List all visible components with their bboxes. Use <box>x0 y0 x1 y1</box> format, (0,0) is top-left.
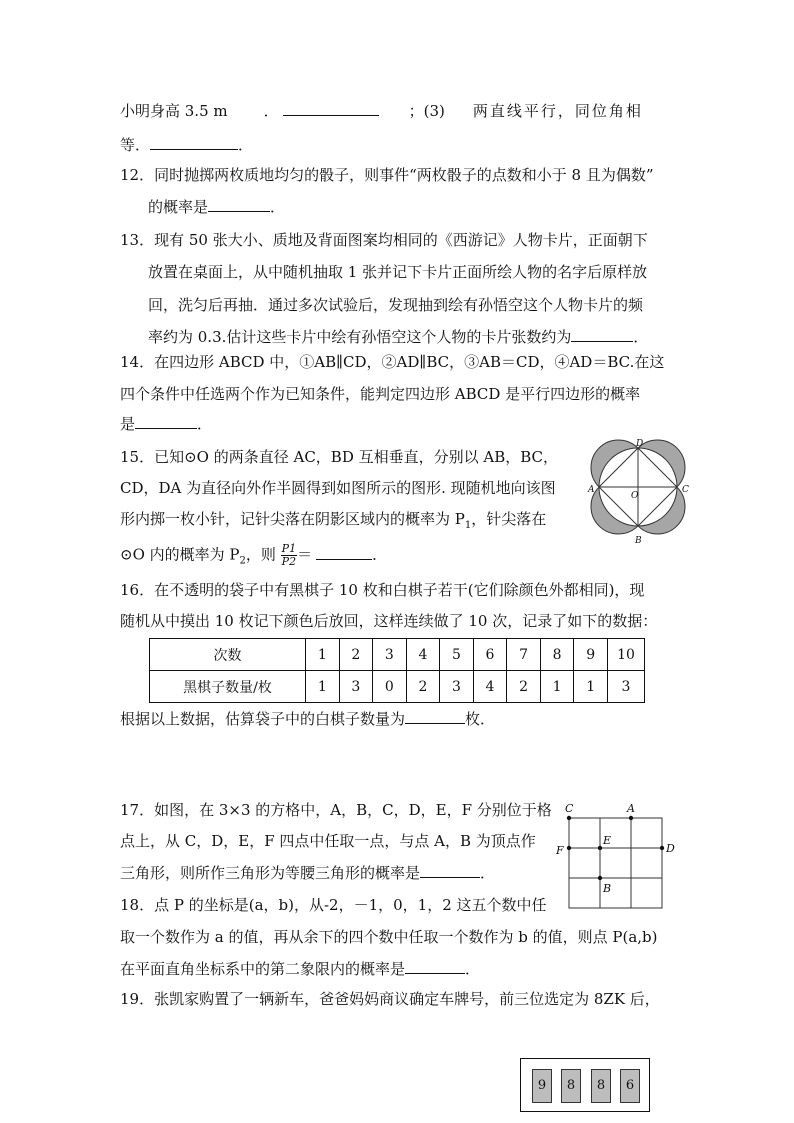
label-a: A <box>627 802 635 815</box>
table-cell: 7 <box>507 639 541 671</box>
plate-digit: 6 <box>620 1069 640 1103</box>
answer-blank[interactable] <box>150 135 238 150</box>
label-e: E <box>603 834 612 847</box>
q15-line-2: CD，DA 为直径向外作半圆得到如图所示的图形. 现随机地向该图 <box>120 479 556 497</box>
table-cell: 4 <box>473 671 507 703</box>
point-c <box>567 816 571 820</box>
label-a: A <box>588 485 595 495</box>
table-cell: 1 <box>540 671 574 703</box>
q18-line-3: 在平面直角坐标系中的第二象限内的概率是 ． <box>120 960 481 978</box>
answer-blank[interactable] <box>208 197 270 212</box>
answer-blank[interactable] <box>405 959 465 974</box>
table-cell: 3 <box>608 671 645 703</box>
label-d: D <box>636 439 644 449</box>
label-f: F <box>556 844 564 857</box>
point-b <box>598 876 602 880</box>
answer-blank[interactable] <box>316 545 372 560</box>
table-row <box>150 639 645 671</box>
table-cell: 2 <box>339 639 373 671</box>
table-cell: 3 <box>339 671 373 703</box>
prev-answer-line-2: 等． ． <box>120 136 254 154</box>
plate-digit: 9 <box>532 1069 552 1103</box>
table-cell: 1 <box>574 671 608 703</box>
label-o: O <box>631 491 639 501</box>
table-cell: 9 <box>574 639 608 671</box>
point-d <box>660 846 664 850</box>
answer-blank[interactable] <box>405 709 465 724</box>
q13-line-3: 回，洗匀后再抽．通过多次试验后，发现抽到绘有孙悟空这个人物卡片的频 <box>148 296 644 314</box>
chess-data-table <box>149 638 645 703</box>
license-plate-figure <box>520 1058 650 1112</box>
table-cell: 1 <box>306 639 340 671</box>
table-cell: 2 <box>406 671 440 703</box>
answer-blank[interactable] <box>283 101 379 116</box>
table-cell: 4 <box>406 639 440 671</box>
prev-answer-line: 小明身高 3.5 m ． ；(3) 两直线平行，同位角相 <box>120 102 643 120</box>
q16-line-3: 根据以上数据，估算袋子中的白棋子数量为 枚． <box>120 710 496 728</box>
q14-line-1: 14．在四边形 ABCD 中，①AB∥CD，②AD∥BC，③AB＝CD，④AD＝BC.在这 <box>120 353 665 371</box>
q13-line-2: 放置在桌面上，从中随机抽取 1 张并记下卡片正面所绘人物的名字后原样放 <box>148 263 648 281</box>
point-f <box>567 846 571 850</box>
table-cell: 2 <box>507 671 541 703</box>
grid-border <box>569 818 662 908</box>
probability-fraction: $\frac{P1}{P2}$ <box>281 542 297 568</box>
label-b: B <box>635 536 642 546</box>
q12-line-1: 12．同时抛掷两枚质地均匀的骰子，则事件“两枚骰子的点数和小于 8 且为偶数” <box>120 166 654 184</box>
table-cell: 10 <box>608 639 645 671</box>
label-c: C <box>682 485 689 495</box>
q15-circle-figure <box>580 437 700 549</box>
q17-grid-figure <box>552 800 682 912</box>
table-cell: 3 <box>373 639 407 671</box>
plate-digit: 8 <box>561 1069 581 1103</box>
label-c: C <box>565 802 574 815</box>
q14-line-2: 四个条件中任选两个作为已知条件，能判定四边形 ABCD 是平行四边形的概率 <box>120 385 641 403</box>
table-row <box>150 671 645 703</box>
q18-line-2: 取一个数作为 a 的值，再从余下的四个数中任取一个数作为 b 的值，则点 P(a,b) <box>120 928 658 946</box>
q13-line-1: 13．现有 50 张大小、质地及背面图案均相同的《西游记》人物卡片，正面朝下 <box>120 231 648 249</box>
table-cell: 5 <box>440 639 474 671</box>
q16-line-1: 16．在不透明的袋子中有黑棋子 10 枚和白棋子若干(它们除颜色外都相同)，现 <box>120 581 645 599</box>
q17-line-3: 三角形，则所作三角形为等腰三角形的概率是 ． <box>120 864 496 882</box>
q17-line-2: 点上，从 C，D，E，F 四点中任取一点，与点 A，B 为顶点作 <box>120 832 536 850</box>
q19-line-1: 19．张凯家购置了一辆新车，爸爸妈妈商议确定车牌号，前三位选定为 8ZK 后， <box>120 990 660 1008</box>
q13-line-4: 率约为 0.3.估计这些卡片中绘有孙悟空这个人物的卡片张数约为 ． <box>148 328 649 346</box>
q12-line-2: 的概率是 ． <box>148 198 286 216</box>
q15-line-1: 15．已知⊙O 的两条直径 AC，BD 互相垂直，分别以 AB，BC， <box>120 448 559 466</box>
point-a <box>629 816 633 820</box>
q15-line-4: ⊙O 内的概率为 $P_2$，则 $\frac{P1}{P2}$ ＝ ． <box>120 542 388 568</box>
answer-blank[interactable] <box>420 863 480 878</box>
table-cell: 6 <box>473 639 507 671</box>
label-d: D <box>666 842 675 855</box>
q16-line-2: 随机从中摸出 10 枚记下颜色后放回，这样连续做了 10 次，记录了如下的数据： <box>120 612 658 630</box>
table-cell: 8 <box>540 639 574 671</box>
answer-blank[interactable] <box>135 414 197 429</box>
label-b: B <box>603 882 612 895</box>
table-cell: 0 <box>373 671 407 703</box>
table-cell: 1 <box>306 671 340 703</box>
answer-blank[interactable] <box>571 327 633 342</box>
point-e <box>598 846 602 850</box>
q14-line-3: 是 ． <box>120 415 213 433</box>
plate-digit: 8 <box>591 1069 611 1103</box>
table-cell: 3 <box>440 671 474 703</box>
q18-line-1: 18．点 P 的坐标是(a，b)，从-2，－1，0，1，2 这五个数中任 <box>120 896 547 914</box>
q15-line-3: 形内掷一枚小针，记针尖落在阴影区域内的概率为 $P_1$，针尖落在 <box>120 510 547 531</box>
table-row-label: 次数 <box>150 639 306 671</box>
q17-line-1: 17．如图，在 3×3 的方格中，A，B，C，D，E，F 分别位于格 <box>120 801 552 819</box>
table-row-label: 黑棋子数量/枚 <box>150 671 306 703</box>
